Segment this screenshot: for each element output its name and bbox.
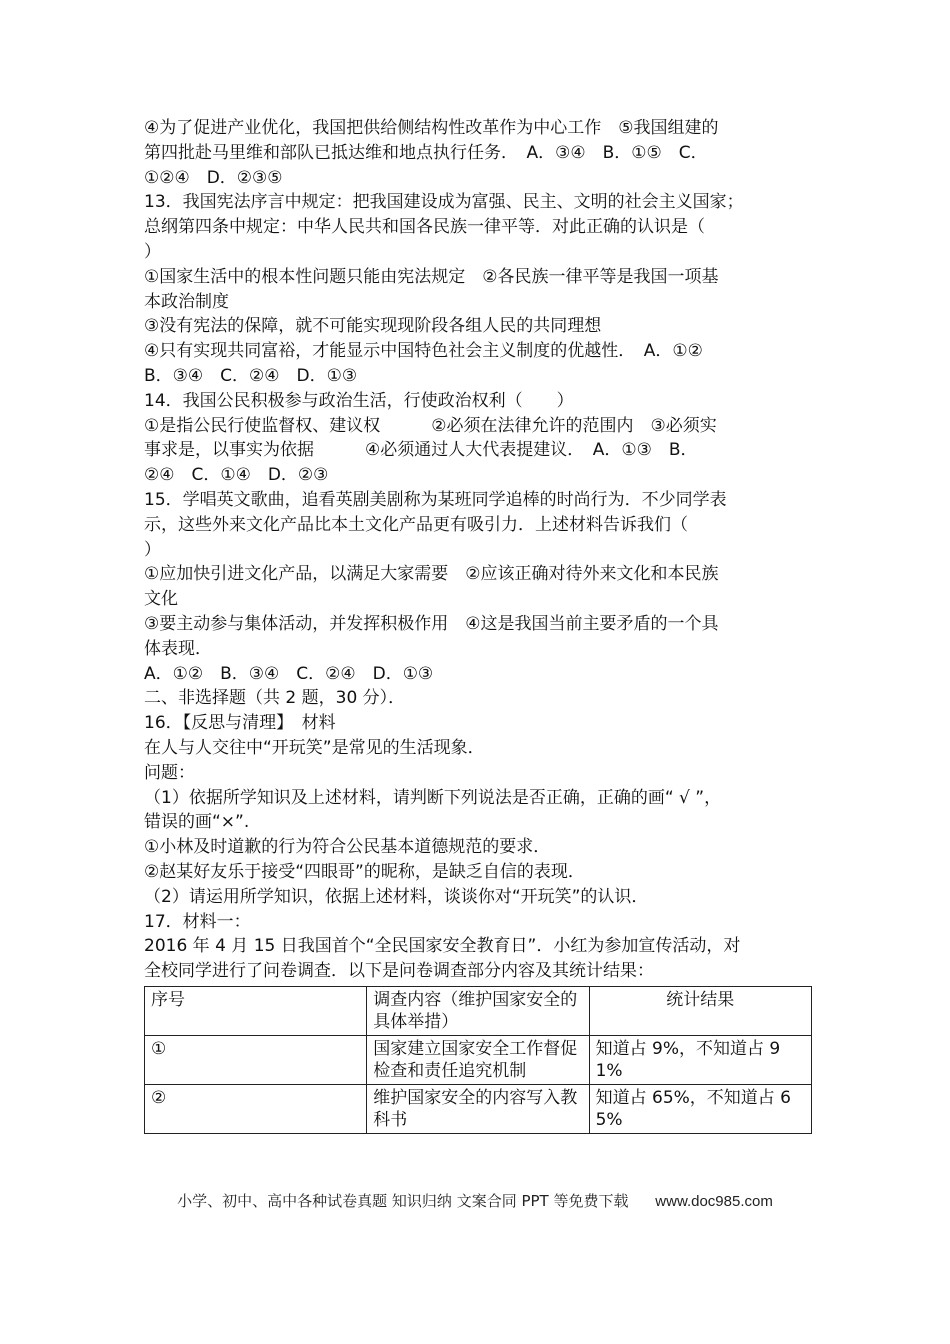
- text-line: 示，这些外来文化产品比本土文化产品更有吸引力．上述材料告诉我们（: [144, 514, 688, 535]
- text-line: 在人与人交往中“开玩笑”是常见的生活现象．: [144, 737, 485, 758]
- text-line: A．①② B．③④ C．②④ D．①③: [144, 663, 434, 684]
- row-content: 维护国家安全的内容写入教科书: [367, 1084, 589, 1133]
- text-line: ①是指公民行使监督权、建议权 ②必须在法律允许的范围内 ③必须实: [144, 415, 717, 436]
- text-line: ①国家生活中的根本性问题只能由宪法规定 ②各民族一律平等是我国一项基: [144, 266, 719, 287]
- text-line: 错误的画“×”.: [144, 812, 250, 833]
- row-result: 知道占 9%，不知道占 91%: [589, 1035, 811, 1084]
- text-line: B．③④ C．②④ D．①③: [144, 365, 358, 386]
- text-line: 16．【反思与清理】 材料: [144, 713, 336, 734]
- text-line: ）: [144, 539, 161, 560]
- text-line: ④为了促进产业优化，我国把供给侧结构性改革作为中心工作 ⑤我国组建的: [144, 118, 719, 138]
- text-line: 13．我国宪法序言中规定：把我国建设成为富强、民主、文明的社会主义国家；: [144, 192, 744, 213]
- table-row: [145, 1084, 812, 1133]
- row-content: 国家建立国家安全工作督促检查和责任追究机制: [367, 1035, 589, 1084]
- row-result: 知道占 65%，不知道占 65%: [589, 1084, 811, 1133]
- survey-table: [144, 986, 812, 1134]
- text-line: 15．学唱英文歌曲，追看英剧美剧称为某班同学追棒的时尚行为．不少同学表: [144, 489, 727, 510]
- text-line: 14．我国公民积极参与政治生活，行使政治权利（ ）: [144, 390, 574, 411]
- text-line: ③没有宪法的保障，就不可能实现现阶段各组人民的共同理想: [144, 316, 602, 337]
- text-line: 17．材料一：: [144, 911, 251, 932]
- text-line: （1）依据所学知识及上述材料，请判断下列说法是否正确，正确的画“ √ ”，: [144, 787, 722, 808]
- text-line: ①应加快引进文化产品，以满足大家需要 ②应该正确对待外来文化和本民族: [144, 564, 719, 585]
- row-index: ②: [145, 1084, 367, 1133]
- text-line: 2016 年 4 月 15 日我国首个“全民国家安全教育日”．小红为参加宣传活动，对: [144, 936, 741, 957]
- text-line: 全校同学进行了问卷调查．以下是问卷调查部分内容及其统计结果：: [144, 961, 654, 982]
- text-line: ）: [144, 241, 161, 262]
- text-lines: [144, 116, 812, 984]
- text-line: ②④ C．①④ D．②③: [144, 465, 329, 486]
- footer-text: 小学、初中、高中各种试卷真题 知识归纳 文案合同 PPT 等免费下载: [177, 1192, 629, 1210]
- text-line: 总纲第四条中规定：中华人民共和国各民族一律平等．对此正确的认识是（: [144, 217, 705, 238]
- row-index: ①: [145, 1035, 367, 1084]
- footer-link[interactable]: www.doc985.com: [655, 1193, 773, 1210]
- text-line: ①小林及时道歉的行为符合公民基本道德规范的要求．: [144, 837, 551, 858]
- text-line: ②赵某好友乐于接受“四眼哥”的昵称，是缺乏自信的表现．: [144, 861, 585, 882]
- text-line: 体表现．: [144, 638, 212, 659]
- text-line: 二、非选择题（共 2 题，30 分）．: [144, 688, 406, 709]
- text-line: 第四批赴马里维和部队已抵达维和地点执行任务． A．③④ B．①⑤ C．: [144, 142, 708, 163]
- page-footer: [0, 1190, 950, 1211]
- header-content: 调查内容（维护国家安全的具体举措）: [367, 986, 589, 1035]
- text-line: （2）请运用所学知识，依据上述材料，谈谈你对“开玩笑”的认识．: [144, 886, 649, 907]
- document-body: [144, 116, 812, 1134]
- header-index: 序号: [145, 986, 367, 1035]
- table-row: [145, 1035, 812, 1084]
- text-line: ①②④ D．②③⑤: [144, 167, 283, 188]
- text-line: 问题：: [144, 762, 195, 783]
- text-line: ④只有实现共同富裕，才能显示中国特色社会主义制度的优越性． A．①②: [144, 341, 703, 362]
- text-line: ③要主动参与集体活动，并发挥积极作用 ④这是我国当前主要矛盾的一个具: [144, 613, 719, 634]
- text-line: 文化: [144, 589, 178, 610]
- text-line: 本政治制度: [144, 291, 229, 312]
- text-line: 事求是，以事实为依据 ④必须通过人大代表提建议． A．①③ B．: [144, 440, 698, 461]
- table-header-row: [145, 986, 812, 1035]
- header-result: 统计结果: [589, 986, 811, 1035]
